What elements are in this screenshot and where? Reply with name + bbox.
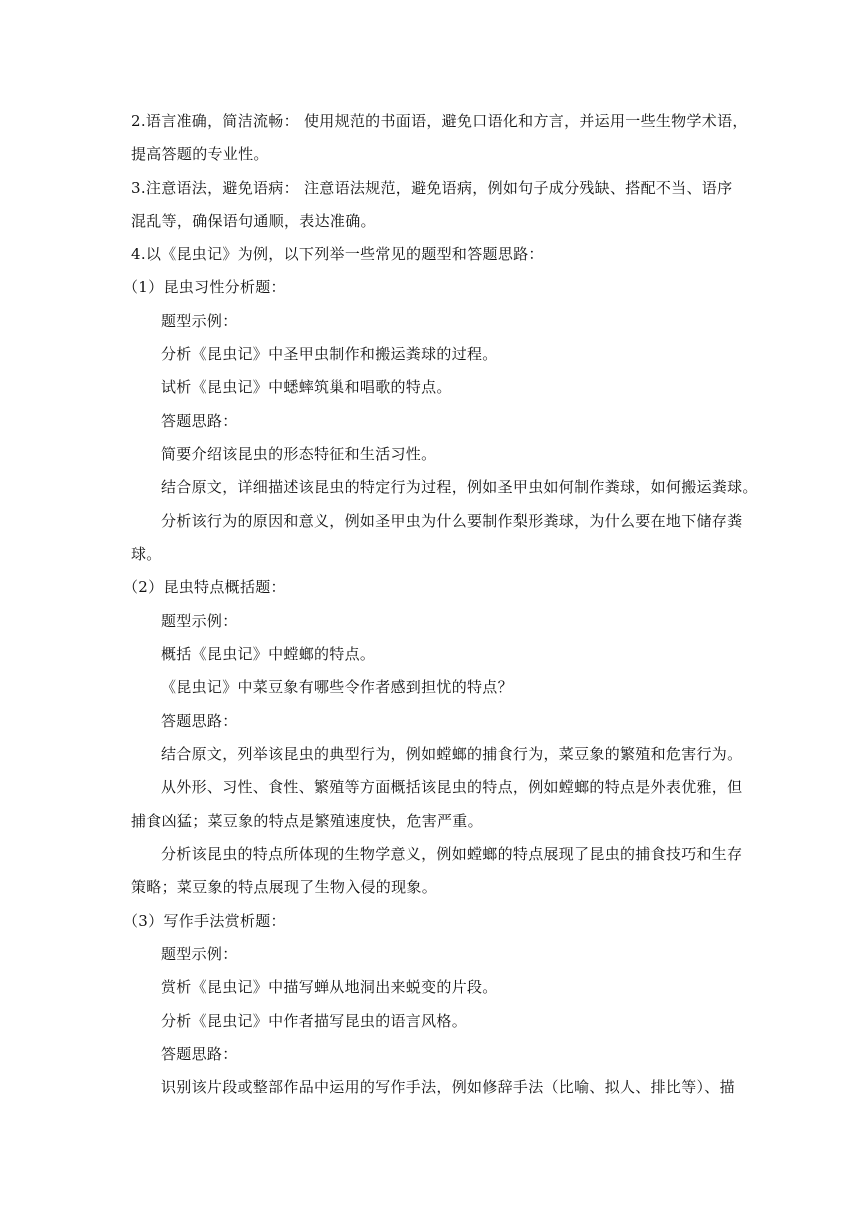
approach-item: 结合原文，详细描述该昆虫的特定行为过程，例如圣甲虫如何制作粪球，如何搬运粪球。: [161, 478, 758, 496]
paragraph-point-4: 4.以《昆虫记》为例，以下列举一些常见的题型和答题思路：: [131, 245, 544, 263]
example-item: 概括《昆虫记》中螳螂的特点。: [161, 645, 376, 663]
paragraph-point-2: 2.语言准确，简洁流畅： 使用规范的书面语，避免口语化和方言，并运用一些生物学术语，: [131, 112, 748, 130]
approach-item-cont: 球。: [131, 545, 162, 563]
paragraph-point-3-cont: 混乱等，确保语句通顺，表达准确。: [131, 212, 376, 230]
section-heading-3: （3）写作手法赏析题：: [123, 912, 286, 930]
approach-item: 分析该昆虫的特点所体现的生物学意义，例如螳螂的特点展现了昆虫的捕食技巧和生存: [161, 845, 743, 863]
section-heading-1: （1）昆虫习性分析题：: [123, 278, 286, 296]
approach-item: 识别该片段或整部作品中运用的写作手法，例如修辞手法（比喻、拟人、排比等）、描: [161, 1078, 735, 1096]
approach-item: 结合原文，列举该昆虫的典型行为，例如螳螂的捕食行为，菜豆象的繁殖和危害行为。: [161, 745, 743, 763]
example-label: 题型示例：: [161, 612, 238, 630]
paragraph-point-3: 3.注意语法，避免语病： 注意语法规范，避免语病，例如句子成分残缺、搭配不当、语序: [131, 179, 733, 197]
approach-item: 简要介绍该昆虫的形态特征和生活习性。: [161, 445, 437, 463]
example-item: 试析《昆虫记》中蟋蟀筑巢和唱歌的特点。: [161, 378, 452, 396]
example-item: 赏析《昆虫记》中描写蝉从地洞出来蜕变的片段。: [161, 978, 498, 996]
approach-label: 答题思路：: [161, 1045, 238, 1063]
approach-label: 答题思路：: [161, 712, 238, 730]
approach-item: 分析该行为的原因和意义，例如圣甲虫为什么要制作梨形粪球，为什么要在地下储存粪: [161, 512, 743, 530]
example-label: 题型示例：: [161, 945, 238, 963]
example-item: 分析《昆虫记》中作者描写昆虫的语言风格。: [161, 1012, 468, 1030]
approach-item-cont: 策略；菜豆象的特点展现了生物入侵的现象。: [131, 878, 438, 896]
approach-item: 从外形、习性、食性、繁殖等方面概括该昆虫的特点，例如螳螂的特点是外表优雅，但: [161, 778, 743, 796]
section-heading-2: （2）昆虫特点概括题：: [123, 578, 286, 596]
example-label: 题型示例：: [161, 312, 238, 330]
example-item: 《昆虫记》中菜豆象有哪些令作者感到担忧的特点？: [161, 678, 513, 696]
example-item: 分析《昆虫记》中圣甲虫制作和搬运粪球的过程。: [161, 345, 498, 363]
paragraph-point-2-cont: 提高答题的专业性。: [131, 145, 269, 163]
approach-item-cont: 捕食凶猛；菜豆象的特点是繁殖速度快，危害严重。: [131, 812, 483, 830]
approach-label: 答题思路：: [161, 412, 238, 430]
